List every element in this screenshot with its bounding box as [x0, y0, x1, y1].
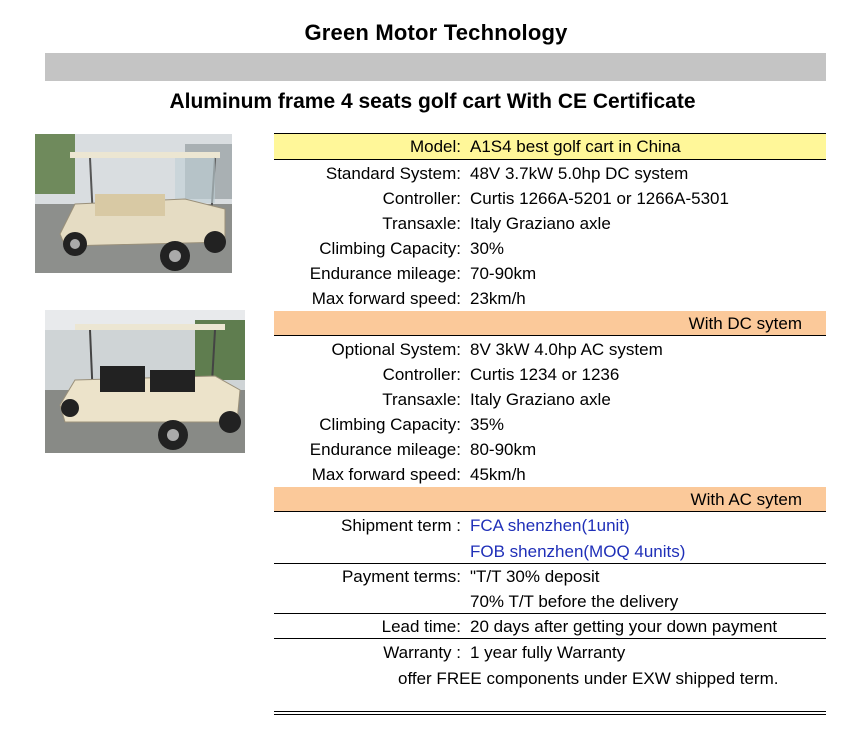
spec-value: 35%: [470, 415, 505, 434]
spec-row: [274, 337, 826, 362]
shipment-label: Shipment term :: [341, 516, 461, 535]
warranty-label: Warranty :: [383, 643, 461, 662]
spec-row: [274, 286, 826, 311]
spec-value: 30%: [470, 239, 505, 258]
lead-time-label: Lead time:: [381, 617, 461, 636]
spec-label: Optional System:: [331, 340, 461, 359]
lead-time-row: [274, 614, 826, 639]
product-title: Aluminum frame 4 seats golf cart With CE Certificate: [169, 90, 696, 113]
warranty-row: [274, 640, 826, 665]
spec-row: [274, 362, 826, 387]
spec-label: Climbing Capacity:: [319, 415, 461, 434]
spec-value: 70-90km: [470, 264, 537, 283]
spec-value: Curtis 1234 or 1236: [470, 365, 620, 384]
spec-label: Endurance mileage:: [309, 440, 461, 459]
spec-value: 80-90km: [470, 440, 537, 459]
spec-value: 45km/h: [470, 465, 526, 484]
spec-label: Climbing Capacity:: [319, 239, 461, 258]
warranty-value: 1 year fully Warranty: [470, 643, 626, 662]
spec-row: [274, 261, 826, 286]
spec-label: Standard System:: [325, 164, 461, 183]
payment-label: Payment terms:: [341, 567, 461, 586]
shipment-row: [274, 539, 826, 564]
shipment-line1: FCA shenzhen(1unit): [470, 516, 630, 535]
spec-label: Max forward speed:: [311, 465, 461, 484]
spec-value: Italy Graziano axle: [470, 390, 611, 409]
spec-value: Italy Graziano axle: [470, 214, 611, 233]
spec-row: [274, 462, 826, 487]
dc-band-row: [274, 311, 826, 336]
spec-label: Transaxle:: [382, 214, 461, 233]
spec-row: [274, 387, 826, 412]
payment-line1: "T/T 30% deposit: [470, 567, 600, 586]
dc-band-label: With DC sytem: [688, 314, 802, 333]
golf-cart-photo: [35, 134, 232, 273]
divider: [274, 638, 826, 639]
spec-row: [274, 186, 826, 211]
golf-cart-photo: [45, 310, 245, 453]
shipment-row: [274, 513, 826, 538]
divider: [274, 714, 826, 715]
spec-value: 8V 3kW 4.0hp AC system: [470, 340, 663, 359]
spec-label: Controller:: [382, 365, 461, 384]
divider: [274, 711, 826, 712]
warranty-note: offer FREE components under EXW shipped term.: [398, 669, 779, 688]
spec-label: Controller:: [382, 189, 461, 208]
company-name: Green Motor Technology: [304, 20, 568, 45]
spec-value: Curtis 1266A-5201 or 1266A-5301: [470, 189, 729, 208]
model-label: Model:: [409, 137, 461, 156]
header-bar: [45, 53, 826, 81]
spec-value: 48V 3.7kW 5.0hp DC system: [470, 164, 689, 183]
spec-label: Transaxle:: [382, 390, 461, 409]
shipment-line2: FOB shenzhen(MOQ 4units): [470, 542, 686, 561]
lead-time-value: 20 days after getting your down payment: [470, 617, 778, 636]
spec-label: Max forward speed:: [311, 289, 461, 308]
payment-line2: 70% T/T before the delivery: [470, 592, 679, 611]
spec-row: [274, 211, 826, 236]
model-row: [274, 134, 826, 159]
spec-row: [274, 412, 826, 437]
spec-value: 23km/h: [470, 289, 526, 308]
divider: [274, 159, 826, 160]
spec-row: [274, 236, 826, 261]
spec-label: Endurance mileage:: [309, 264, 461, 283]
ac-band-label: With AC sytem: [690, 490, 802, 509]
payment-row: [274, 589, 826, 614]
payment-row: [274, 564, 826, 589]
spec-row: [274, 161, 826, 186]
spec-row: [274, 437, 826, 462]
model-value: A1S4 best golf cart in China: [470, 137, 681, 156]
ac-band-row: [274, 487, 826, 512]
